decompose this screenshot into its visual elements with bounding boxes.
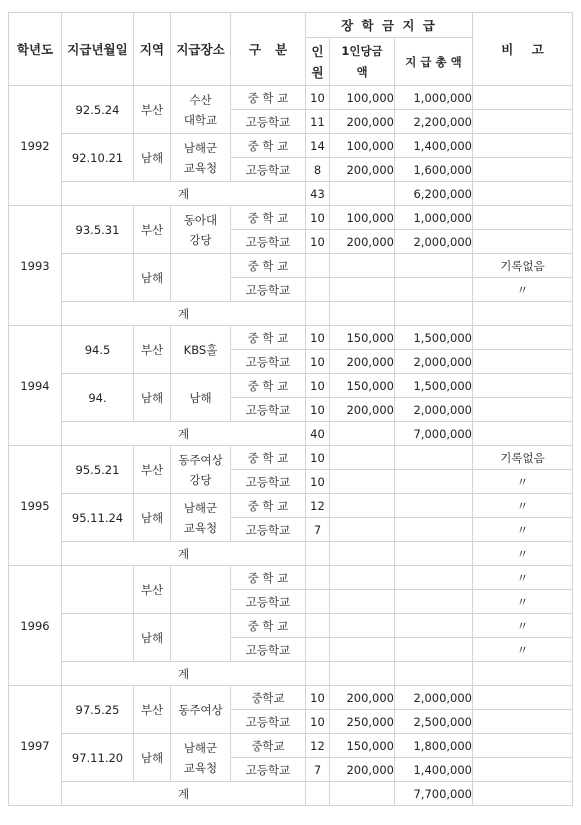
place-cell xyxy=(171,566,231,614)
region-cell: 부산 xyxy=(134,326,171,374)
total-cell: 1,000,000 xyxy=(395,86,473,110)
remarks-cell xyxy=(473,734,573,758)
total-cell xyxy=(395,254,473,278)
amount-cell xyxy=(330,782,395,806)
amount-cell: 200,000 xyxy=(330,110,395,134)
persons-cell xyxy=(306,566,330,590)
subtotal-label: 계 xyxy=(62,782,306,806)
amount-cell xyxy=(330,494,395,518)
amount-cell: 200,000 xyxy=(330,686,395,710)
date-cell: 94.5 xyxy=(62,326,134,374)
total-cell: 2,200,000 xyxy=(395,110,473,134)
total-cell xyxy=(395,566,473,590)
amount-cell xyxy=(330,638,395,662)
category-cell: 중 학 교 xyxy=(231,134,306,158)
amount-cell: 200,000 xyxy=(330,398,395,422)
document xyxy=(8,12,573,806)
remarks-cell xyxy=(473,134,573,158)
amount-cell xyxy=(330,614,395,638)
persons-cell: 10 xyxy=(306,86,330,110)
persons-cell: 43 xyxy=(306,182,330,206)
date-cell: 92.10.21 xyxy=(62,134,134,182)
persons-cell xyxy=(306,638,330,662)
subtotal-row xyxy=(9,662,573,686)
region-cell: 부산 xyxy=(134,86,171,134)
amount-cell: 250,000 xyxy=(330,710,395,734)
remarks-cell: 기록없음 xyxy=(473,446,573,470)
region-cell: 부산 xyxy=(134,206,171,254)
table-row xyxy=(9,206,573,230)
remarks-cell xyxy=(473,710,573,734)
total-cell xyxy=(395,638,473,662)
category-cell: 중 학 교 xyxy=(231,446,306,470)
remarks-cell xyxy=(473,374,573,398)
col-header-place: 지급장소 xyxy=(171,13,231,86)
table-row xyxy=(9,254,573,278)
year-cell: 1992 xyxy=(9,86,62,206)
total-cell: 1,400,000 xyxy=(395,134,473,158)
total-cell: 1,000,000 xyxy=(395,206,473,230)
table-row xyxy=(9,326,573,350)
amount-cell xyxy=(330,662,395,686)
total-cell: 2,000,000 xyxy=(395,230,473,254)
category-cell: 고등학교 xyxy=(231,158,306,182)
persons-cell: 10 xyxy=(306,398,330,422)
amount-cell xyxy=(330,302,395,326)
subtotal-label: 계 xyxy=(62,182,306,206)
persons-cell xyxy=(306,662,330,686)
amount-cell xyxy=(330,590,395,614)
total-cell xyxy=(395,542,473,566)
persons-cell: 12 xyxy=(306,734,330,758)
total-cell xyxy=(395,446,473,470)
table-row xyxy=(9,686,573,710)
subtotal-label: 계 xyxy=(62,662,306,686)
remarks-cell: 〃 xyxy=(473,518,573,542)
total-cell: 1,500,000 xyxy=(395,326,473,350)
remarks-cell: 〃 xyxy=(473,566,573,590)
category-cell: 중 학 교 xyxy=(231,614,306,638)
persons-cell xyxy=(306,254,330,278)
persons-cell: 10 xyxy=(306,326,330,350)
date-cell: 93.5.31 xyxy=(62,206,134,254)
amount-cell: 150,000 xyxy=(330,326,395,350)
subtotal-label: 계 xyxy=(62,542,306,566)
region-cell: 부산 xyxy=(134,446,171,494)
persons-cell: 14 xyxy=(306,134,330,158)
category-cell: 중 학 교 xyxy=(231,374,306,398)
remarks-cell xyxy=(473,686,573,710)
place-cell: KBS홀 xyxy=(171,326,231,374)
total-cell xyxy=(395,470,473,494)
subtotal-label: 계 xyxy=(62,302,306,326)
category-cell: 중 학 교 xyxy=(231,86,306,110)
category-cell: 고등학교 xyxy=(231,230,306,254)
total-cell: 1,800,000 xyxy=(395,734,473,758)
category-cell: 중학교 xyxy=(231,734,306,758)
subtotal-row xyxy=(9,182,573,206)
subtotal-row xyxy=(9,422,573,446)
persons-cell: 10 xyxy=(306,710,330,734)
col-header-remarks: 비 고 xyxy=(473,13,573,86)
region-cell: 부산 xyxy=(134,566,171,614)
total-cell xyxy=(395,278,473,302)
amount-cell: 200,000 xyxy=(330,758,395,782)
place-cell: 동주여상 강당 xyxy=(171,446,231,494)
remarks-cell xyxy=(473,398,573,422)
table-row xyxy=(9,86,573,110)
persons-cell xyxy=(306,782,330,806)
category-cell: 고등학교 xyxy=(231,638,306,662)
remarks-cell: 〃 xyxy=(473,638,573,662)
year-cell: 1993 xyxy=(9,206,62,326)
amount-cell: 150,000 xyxy=(330,374,395,398)
date-cell: 92.5.24 xyxy=(62,86,134,134)
persons-cell xyxy=(306,614,330,638)
amount-cell xyxy=(330,542,395,566)
date-cell xyxy=(62,614,134,662)
total-cell: 7,700,000 xyxy=(395,782,473,806)
remarks-cell: 〃 xyxy=(473,542,573,566)
persons-cell: 10 xyxy=(306,230,330,254)
persons-cell xyxy=(306,590,330,614)
date-cell: 95.11.24 xyxy=(62,494,134,542)
amount-cell: 200,000 xyxy=(330,158,395,182)
amount-cell: 200,000 xyxy=(330,230,395,254)
place-cell: 남해 xyxy=(171,374,231,422)
persons-cell: 12 xyxy=(306,494,330,518)
subtotal-row xyxy=(9,542,573,566)
category-cell: 중 학 교 xyxy=(231,566,306,590)
remarks-cell: 〃 xyxy=(473,278,573,302)
category-cell: 고등학교 xyxy=(231,518,306,542)
col-header-per-person: 1인당금 액 xyxy=(330,38,395,86)
persons-cell: 11 xyxy=(306,110,330,134)
remarks-cell xyxy=(473,86,573,110)
remarks-cell xyxy=(473,350,573,374)
remarks-cell: 〃 xyxy=(473,614,573,638)
total-cell xyxy=(395,590,473,614)
remarks-cell xyxy=(473,326,573,350)
persons-cell: 10 xyxy=(306,374,330,398)
persons-cell: 10 xyxy=(306,350,330,374)
amount-cell: 100,000 xyxy=(330,134,395,158)
persons-cell: 10 xyxy=(306,470,330,494)
category-cell: 고등학교 xyxy=(231,590,306,614)
category-cell: 중 학 교 xyxy=(231,254,306,278)
total-cell xyxy=(395,494,473,518)
col-header-year: 학년도 xyxy=(9,13,62,86)
category-cell: 중 학 교 xyxy=(231,326,306,350)
scholarship-table xyxy=(8,12,573,806)
persons-cell: 10 xyxy=(306,686,330,710)
amount-cell: 100,000 xyxy=(330,206,395,230)
amount-cell xyxy=(330,518,395,542)
total-cell: 2,000,000 xyxy=(395,398,473,422)
date-cell: 94. xyxy=(62,374,134,422)
place-cell: 남해군 교육청 xyxy=(171,734,231,782)
remarks-cell xyxy=(473,206,573,230)
category-cell: 중학교 xyxy=(231,686,306,710)
remarks-cell: 〃 xyxy=(473,470,573,494)
category-cell: 고등학교 xyxy=(231,110,306,134)
persons-cell: 40 xyxy=(306,422,330,446)
persons-cell xyxy=(306,542,330,566)
place-cell: 남해군 교육청 xyxy=(171,134,231,182)
total-cell xyxy=(395,614,473,638)
persons-cell: 7 xyxy=(306,758,330,782)
amount-cell xyxy=(330,278,395,302)
persons-cell: 10 xyxy=(306,446,330,470)
place-cell: 수산 대학교 xyxy=(171,86,231,134)
remarks-cell: 기록없음 xyxy=(473,254,573,278)
col-header-region: 지역 xyxy=(134,13,171,86)
total-cell: 7,000,000 xyxy=(395,422,473,446)
table-row xyxy=(9,614,573,638)
date-cell xyxy=(62,566,134,614)
region-cell: 남해 xyxy=(134,374,171,422)
amount-cell xyxy=(330,182,395,206)
subtotal-label: 계 xyxy=(62,422,306,446)
col-header-scholarship: 장 학 금 지 급 xyxy=(306,13,473,38)
region-cell: 남해 xyxy=(134,734,171,782)
category-cell: 고등학교 xyxy=(231,470,306,494)
subtotal-row xyxy=(9,302,573,326)
date-cell xyxy=(62,254,134,302)
table-row xyxy=(9,374,573,398)
remarks-cell xyxy=(473,230,573,254)
persons-cell: 7 xyxy=(306,518,330,542)
total-cell: 2,000,000 xyxy=(395,686,473,710)
col-header-date: 지급년월일 xyxy=(62,13,134,86)
category-cell: 고등학교 xyxy=(231,398,306,422)
total-cell xyxy=(395,302,473,326)
table-row xyxy=(9,446,573,470)
amount-cell xyxy=(330,254,395,278)
amount-cell xyxy=(330,446,395,470)
remarks-cell xyxy=(473,662,573,686)
persons-cell xyxy=(306,278,330,302)
date-cell: 97.5.25 xyxy=(62,686,134,734)
remarks-cell xyxy=(473,782,573,806)
col-header-category: 구 분 xyxy=(231,13,306,86)
persons-cell xyxy=(306,302,330,326)
region-cell: 부산 xyxy=(134,686,171,734)
amount-cell: 200,000 xyxy=(330,350,395,374)
remarks-cell: 〃 xyxy=(473,494,573,518)
year-cell: 1997 xyxy=(9,686,62,806)
category-cell: 고등학교 xyxy=(231,758,306,782)
remarks-cell: 〃 xyxy=(473,590,573,614)
year-cell: 1996 xyxy=(9,566,62,686)
region-cell: 남해 xyxy=(134,134,171,182)
category-cell: 고등학교 xyxy=(231,710,306,734)
remarks-cell xyxy=(473,758,573,782)
place-cell: 동주여상 xyxy=(171,686,231,734)
table-row xyxy=(9,734,573,758)
amount-cell: 100,000 xyxy=(330,86,395,110)
place-cell xyxy=(171,254,231,302)
remarks-cell xyxy=(473,110,573,134)
place-cell: 남해군 교육청 xyxy=(171,494,231,542)
category-cell: 고등학교 xyxy=(231,278,306,302)
place-cell: 동아대 강당 xyxy=(171,206,231,254)
category-cell: 중 학 교 xyxy=(231,494,306,518)
date-cell: 97.11.20 xyxy=(62,734,134,782)
amount-cell xyxy=(330,566,395,590)
amount-cell: 150,000 xyxy=(330,734,395,758)
remarks-cell xyxy=(473,182,573,206)
table-row xyxy=(9,494,573,518)
year-cell: 1995 xyxy=(9,446,62,566)
region-cell: 남해 xyxy=(134,494,171,542)
region-cell: 남해 xyxy=(134,614,171,662)
total-cell: 1,500,000 xyxy=(395,374,473,398)
amount-cell xyxy=(330,422,395,446)
amount-cell xyxy=(330,470,395,494)
category-cell: 중 학 교 xyxy=(231,206,306,230)
region-cell: 남해 xyxy=(134,254,171,302)
col-header-persons: 인 원 xyxy=(306,38,330,86)
persons-cell: 8 xyxy=(306,158,330,182)
total-cell: 2,500,000 xyxy=(395,710,473,734)
total-cell: 1,400,000 xyxy=(395,758,473,782)
remarks-cell xyxy=(473,422,573,446)
category-cell: 고등학교 xyxy=(231,350,306,374)
table-row xyxy=(9,566,573,590)
subtotal-row xyxy=(9,782,573,806)
year-cell: 1994 xyxy=(9,326,62,446)
table-row xyxy=(9,134,573,158)
total-cell: 1,600,000 xyxy=(395,158,473,182)
col-header-total: 지 급 총 액 xyxy=(395,38,473,86)
total-cell xyxy=(395,518,473,542)
total-cell: 6,200,000 xyxy=(395,182,473,206)
date-cell: 95.5.21 xyxy=(62,446,134,494)
remarks-cell xyxy=(473,302,573,326)
place-cell xyxy=(171,614,231,662)
total-cell xyxy=(395,662,473,686)
total-cell: 2,000,000 xyxy=(395,350,473,374)
persons-cell: 10 xyxy=(306,206,330,230)
remarks-cell xyxy=(473,158,573,182)
